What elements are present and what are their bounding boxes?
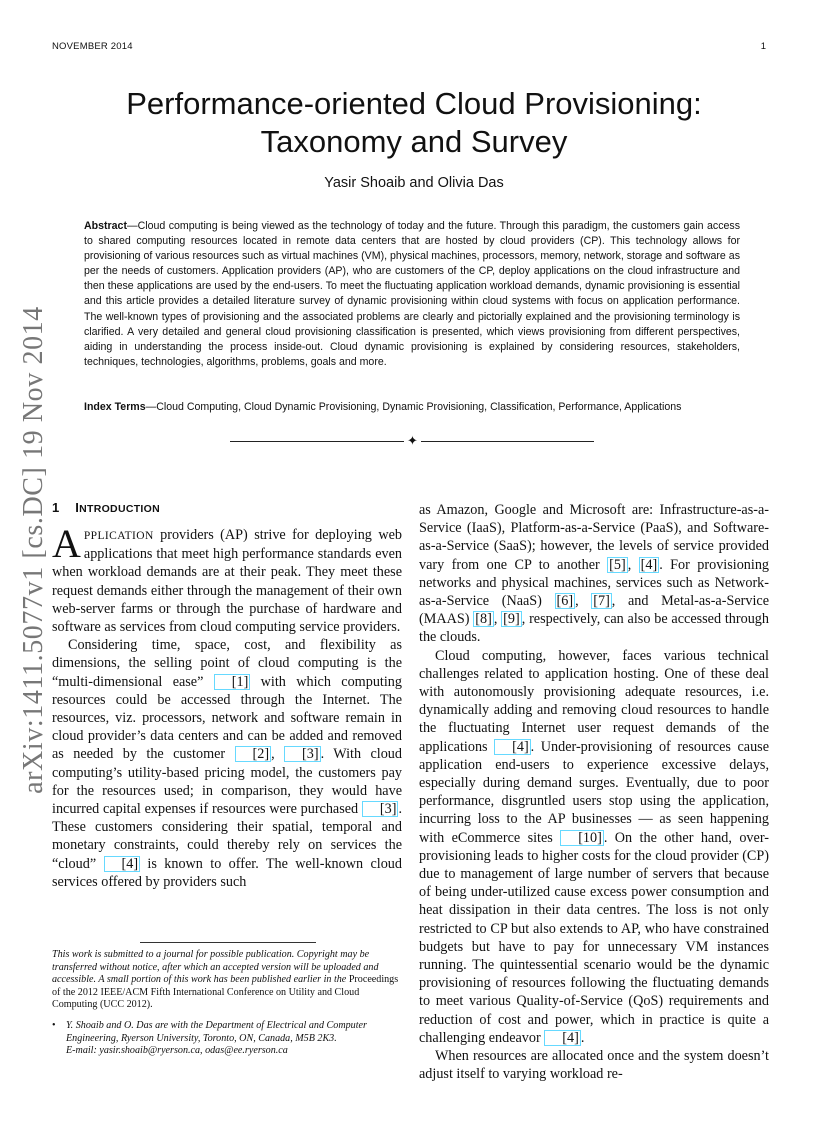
citation-link[interactable]: [7] (593, 593, 610, 610)
arxiv-sidebar (14, 280, 54, 820)
paragraph-text: . On the other hand, over-provisioning leads to higher costs for the cloud provider (CP) due to management of large number of servers that because of being under-utilized cause excess power consumption and heat dissipation in their data centres. The loss is not only restricted to CP but also extends to AP, who have constrained budgets but have to pay for unnecessary VM instances running. The quintessential scenario would be the dynamic provisioning of resources following the fluctuating demands to meet various Quality-of-Service (QoS) requirements and reduction of cost and power, which in practice is quite a challenging endeavor (419, 829, 769, 1046)
paragraph-text: , (627, 556, 639, 573)
footnote-rule (140, 942, 316, 943)
arxiv-identifier: arXiv:1411.5077v1 [cs.DC] 19 Nov 2014 (18, 306, 49, 794)
index-terms (84, 400, 740, 415)
footnote (52, 949, 402, 1058)
citation-link[interactable]: [3] (284, 746, 321, 762)
abstract-label: Abstract (84, 220, 127, 232)
title-line-2: Taxonomy and Survey (260, 124, 568, 159)
drop-cap: A (52, 521, 81, 566)
note-text: This work is submitted to a journal for possible publication. Copyright may be transferred without notice, after which an accepted version will be uploaded and accessible. A small portion of this work has been published earlier in the (52, 949, 379, 986)
citation-link[interactable]: [1] (214, 674, 251, 690)
submission-note (52, 949, 402, 1012)
paragraph-text: Considering time, space, cost, and flexibility as dimensions, the selling point of cloud computing is the “multi-dimensional ease” (52, 637, 402, 690)
citation-link[interactable]: [5] (609, 556, 626, 573)
index-terms-label: Index Terms (84, 401, 146, 413)
abstract-text: —Cloud computing is being viewed as the technology of today and the future. Through this paradigm, the customers gain access to shared computing resources located in remote data centers that are hosted by cloud providers (CP). This technology allows for provisioning of various resources such as virtual machines (VM), physical machines, processors, memory, network, storage and software as per the needs of customers. Application providers (AP), who are customers of the CP, deploy applications on the cloud infrastructure and then these applications are used by the end-users. To meet the fluctuating application workload demands, dynamic provisioning is essential and this article provides a detailed literature survey of dynamic provisioning within cloud systems with focus on application performance. The well-known types of provisioning and the associated problems are clearly and pictorially explained and the provisioning terminology is clarified. A very detailed and general cloud provisioning classification is presented, which views provisioning from different perspectives, aiding in understanding the process inside-out. Cloud dynamic provisioning is explained by considering resources, stakeholders, techniques, technologies, algorithms, problems, goals and more. (84, 220, 740, 368)
affiliation-text: Y. Shoaib and O. Das are with the Department of Electrical and Computer Engineering, Ryerson University, Toronto, ON, Canada, M5B 2K3. (66, 1019, 367, 1044)
paragraph-text: , respectively, can also be accessed through the clouds. (419, 611, 769, 646)
paragraph-text: . Under-provisioning of resources cause application end-users to experience excessive delays, especially during demand surges. Eventually, due to poor performance, disgruntled users stop using the application, incurring loss to the AP businesses — as seen happening with eCommerce sites (419, 738, 769, 846)
citation-link[interactable]: [8] (475, 611, 492, 628)
section-heading (52, 500, 160, 515)
citation-link[interactable]: [4] (640, 556, 658, 573)
affiliation-block (66, 1020, 402, 1058)
paragraph (419, 501, 769, 647)
left-column (52, 521, 402, 891)
citation-link[interactable]: [2] (235, 746, 272, 762)
paragraph-text: . These customers considering their spatial, temporal and monetary constraints, could thereby rely on services the “cloud” (52, 801, 402, 872)
note-proceedings: Proceedings of the 2012 IEEE/ACM Fifth International Conference on Utility and Cloud Computing (UCC 2012) (52, 974, 399, 1011)
authors: Yasir Shoaib and Olivia Das (324, 175, 504, 191)
paragraph (52, 636, 402, 891)
right-column (419, 501, 769, 1084)
citation-link[interactable]: [6] (556, 593, 574, 610)
abstract (84, 219, 740, 370)
citation-link[interactable]: [4] (544, 1030, 581, 1046)
note-text: . (150, 999, 153, 1011)
smallcaps-lead: PPLICATION (83, 530, 154, 542)
citation-link[interactable]: [9] (503, 611, 520, 628)
paragraph-text: . (580, 1029, 585, 1046)
paragraph-text: . With cloud computing’s utility-based pricing model, the customers pay for the resources used; in comparison, they would have incurred capital expenses if resources were purchased (52, 746, 402, 818)
email-text: E-mail: yasir.shoaib@ryerson.ca, odas@ee.ryerson.ca (66, 1045, 288, 1057)
index-terms-text: —Cloud Computing, Cloud Dynamic Provisioning, Dynamic Provisioning, Classification, Performance, Applications (145, 401, 682, 413)
citation-link[interactable]: [10] (560, 830, 604, 846)
paragraph-text: as Amazon, Google and Microsoft are: Infrastructure-as-a-Service (IaaS), Platform-as-a-Service (PaaS), and Software-as-a-Service (SaaS); however, the levels of service provided vary from one CP to another (419, 502, 769, 573)
bullet-icon: • (52, 1019, 56, 1031)
paragraph-text: Cloud computing, however, faces various technical challenges related to application hosting. One of these deal with autonomously provisioning adequate resources, i.e. dynamically adding and removing cloud resources to handle the fluctuating Internet user request demands of the applications (419, 647, 769, 755)
paragraph (52, 521, 402, 636)
paragraph-text: , (575, 593, 592, 610)
affiliation-item (52, 1020, 402, 1058)
section-title-rest: NTRODUCTION (79, 503, 160, 515)
paragraph-text: providers (AP) strive for deploying web applications that meet high performance standards even when workload demands are at their peak. They meet these request demands either through the management of their own web-server farms or through the purchase of hardware and software as services from cloud computing service providers. (52, 527, 402, 636)
running-head: NOVEMBER 2014 (52, 41, 133, 52)
divider-star-icon: ✦ (404, 433, 421, 449)
paragraph (419, 647, 769, 1047)
citation-link[interactable]: [4] (494, 739, 531, 755)
paragraph: When resources are allocated once and the system doesn’t adjust itself to varying workload re- (419, 1048, 769, 1083)
page-number: 1 (760, 41, 766, 52)
paragraph-text: . For provisioning networks and physical machines, services such as Network-as-a-Service (NaaS) (419, 556, 770, 610)
paragraph-text: , (493, 611, 502, 628)
paragraph-text: , and Metal-as-a-Service (MAAS) (419, 593, 769, 628)
section-number: 1 (52, 500, 60, 515)
citation-link[interactable]: [3] (362, 801, 399, 817)
paragraph-text: with which computing resources could be accessed through the Internet. The resources, viz. processors, network and software remain in cloud provider’s data centers and can be added and removed as needed by the customer (52, 673, 402, 763)
citation-link[interactable]: [4] (104, 856, 141, 872)
title-line-1: Performance-oriented Cloud Provisioning: (126, 86, 702, 121)
section-title-initial: I (75, 500, 80, 515)
paragraph-text: is known to offer. The well-known cloud services offered by providers such (52, 855, 402, 890)
paragraph-text: , (271, 746, 285, 763)
paper-title (60, 85, 768, 161)
